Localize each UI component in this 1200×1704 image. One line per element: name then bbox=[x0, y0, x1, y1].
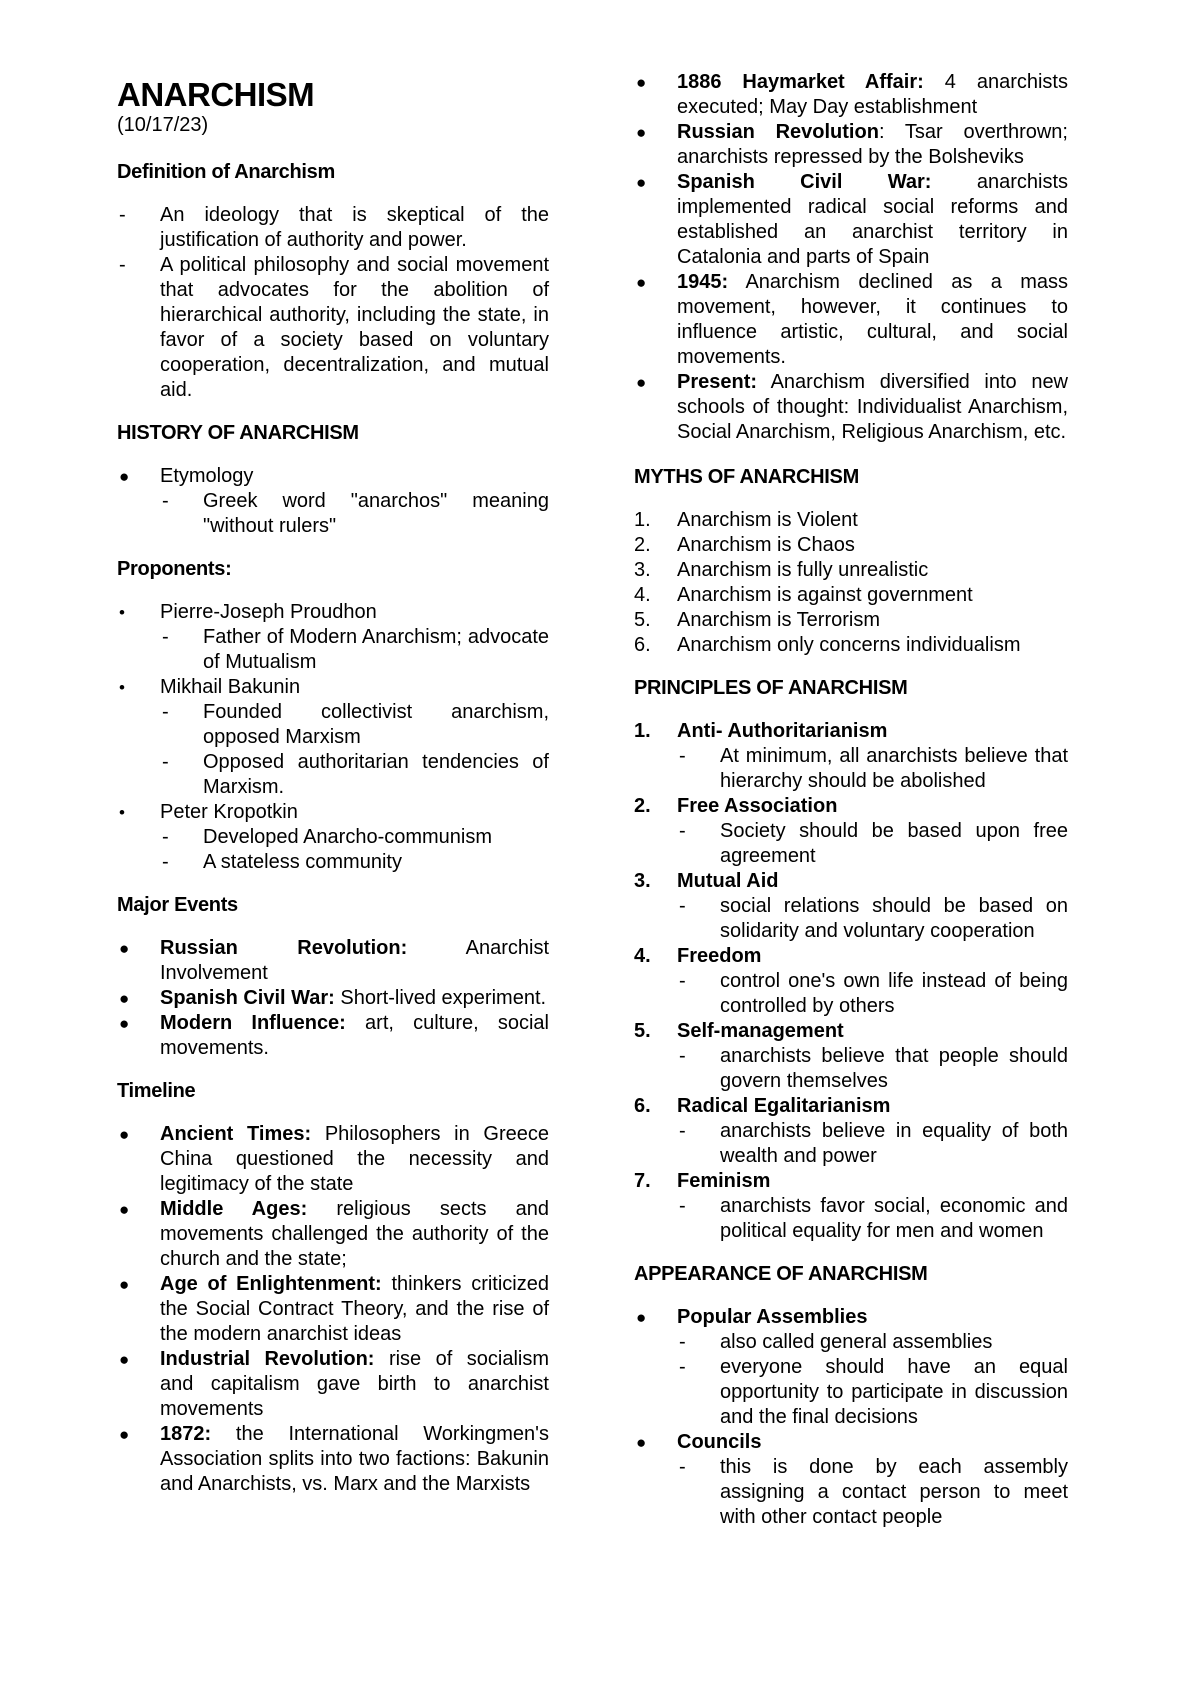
principle-title: 7. Feminism bbox=[634, 1170, 771, 1192]
definition-item: - A political philosophy and social movement that advocates for the abolition of hierarchical authority, including the state, in favor of a society based on voluntary cooperation, decentralization, and mutual aid. bbox=[119, 254, 549, 401]
major-event-item: ● Modern Influence: art, culture, social movements. bbox=[119, 1012, 549, 1059]
bullet-icon: • bbox=[119, 803, 125, 822]
appearance-note: - also called general assemblies bbox=[679, 1331, 993, 1353]
timeline-item: ● 1945: Anarchism declined as a mass movement, however, it continues to influence artistic, cultural, and social movements. bbox=[636, 271, 1069, 368]
timeline-list-left bbox=[117, 1122, 549, 1497]
principle-title: 4. Freedom bbox=[634, 945, 762, 967]
bullet-icon: ● bbox=[119, 1350, 130, 1369]
myth-item: 6. Anarchism only concerns individualism bbox=[634, 634, 1021, 656]
document-title: ANARCHISM bbox=[117, 76, 315, 113]
principle-title: 6. Radical Egalitarianism bbox=[634, 1095, 891, 1117]
appearance-title: ● Councils bbox=[636, 1431, 762, 1453]
myths-list bbox=[634, 508, 1068, 658]
definition-list bbox=[117, 203, 549, 403]
principles-list bbox=[634, 719, 1068, 1244]
myth-item: 4. Anarchism is against government bbox=[634, 584, 973, 606]
timeline-item: ● 1872: the International Workingmen's Association splits into two factions: Bakunin and Anarchists, vs. Marx and the Marxists bbox=[119, 1423, 549, 1495]
proponent-note: - Father of Modern Anarchism; advocate of Mutualism bbox=[162, 626, 549, 673]
etymology-list bbox=[117, 464, 549, 539]
principle-title: 1. Anti- Authoritarianism bbox=[634, 720, 888, 742]
timeline-list-right bbox=[634, 70, 1068, 445]
bullet-icon: ● bbox=[119, 1425, 130, 1444]
major-events-heading: Major Events bbox=[117, 894, 238, 916]
bullet-icon: ● bbox=[119, 1275, 130, 1294]
bullet-icon: ● bbox=[119, 467, 130, 486]
bullet-icon: • bbox=[119, 678, 125, 697]
timeline-item: ● Middle Ages: religious sects and movements challenged the authority of the church and the state; bbox=[119, 1198, 549, 1270]
myth-item: 3. Anarchism is fully unrealistic bbox=[634, 559, 929, 581]
appearance-list bbox=[634, 1305, 1068, 1530]
proponent-name: • Peter Kropotkin bbox=[119, 801, 298, 823]
bullet-icon: ● bbox=[119, 1125, 130, 1144]
proponent-note: - Founded collectivist anarchism, opposed Marxism bbox=[162, 701, 549, 748]
principle-note: - control one's own life instead of being controlled by others bbox=[679, 970, 1068, 1017]
major-event-item: ● Russian Revolution: Anarchist Involvement bbox=[119, 937, 549, 984]
proponent-note: - Developed Anarcho-communism bbox=[162, 826, 493, 848]
bullet-icon: ● bbox=[636, 173, 647, 192]
myth-item: 5. Anarchism is Terrorism bbox=[634, 609, 880, 631]
proponent-note: - Opposed authoritarian tendencies of Marxism. bbox=[162, 751, 549, 798]
right-column bbox=[634, 70, 1068, 1530]
bullet-icon: ● bbox=[119, 1014, 130, 1033]
timeline-item: ● Russian Revolution: Tsar overthrown; anarchists repressed by the Bolsheviks bbox=[636, 121, 1068, 168]
principle-note: - anarchists believe that people should govern themselves bbox=[679, 1045, 1068, 1092]
principle-note: - At minimum, all anarchists believe that hierarchy should be abolished bbox=[679, 745, 1068, 792]
timeline-item: ● 1886 Haymarket Affair: 4 anarchists executed; May Day establishment bbox=[636, 71, 1068, 118]
myths-heading: MYTHS OF ANARCHISM bbox=[634, 466, 859, 488]
principle-note: - social relations should be based on solidarity and voluntary cooperation bbox=[679, 895, 1068, 942]
document-date: (10/17/23) bbox=[117, 114, 209, 136]
principle-title: 2. Free Association bbox=[634, 795, 838, 817]
myth-item: 2. Anarchism is Chaos bbox=[634, 534, 855, 556]
timeline-item: ● Ancient Times: Philosophers in Greece China questioned the necessity and legitimacy of the state bbox=[119, 1123, 550, 1195]
bullet-icon: ● bbox=[636, 1433, 647, 1452]
major-events-list bbox=[117, 936, 549, 1061]
timeline-item: ● Industrial Revolution: rise of socialism and capitalism gave birth to anarchist movements bbox=[119, 1348, 549, 1420]
timeline-heading: Timeline bbox=[117, 1080, 196, 1102]
timeline-item: ● Age of Enlightenment: thinkers criticized the Social Contract Theory, and the rise of the modern anarchist ideas bbox=[119, 1273, 549, 1345]
appearance-heading: APPEARANCE OF ANARCHISM bbox=[634, 1263, 928, 1285]
proponent-name: • Mikhail Bakunin bbox=[119, 676, 301, 698]
definition-item: - An ideology that is skeptical of the justification of authority and power. bbox=[119, 204, 549, 251]
bullet-icon: ● bbox=[119, 939, 130, 958]
bullet-icon: ● bbox=[636, 373, 647, 392]
timeline-item: ● Spanish Civil War: anarchists implemented radical social reforms and established an anarchist territory in Catalonia and parts of Spain bbox=[636, 171, 1068, 268]
etymology-detail: - Greek word "anarchos" meaning "without rulers" bbox=[162, 490, 549, 537]
proponents-heading: Proponents: bbox=[117, 558, 232, 580]
history-heading: HISTORY OF ANARCHISM bbox=[117, 422, 359, 444]
bullet-icon: ● bbox=[636, 1308, 647, 1327]
appearance-note: - everyone should have an equal opportunity to participate in discussion and the final decisions bbox=[679, 1356, 1068, 1428]
bullet-icon: ● bbox=[636, 123, 647, 142]
principle-note: - Society should be based upon free agreement bbox=[679, 820, 1068, 867]
bullet-icon: ● bbox=[119, 989, 130, 1008]
bullet-icon: ● bbox=[119, 1200, 130, 1219]
definition-heading: Definition of Anarchism bbox=[117, 161, 335, 183]
proponent-name: • Pierre-Joseph Proudhon bbox=[119, 601, 377, 623]
principle-title: 5. Self-management bbox=[634, 1020, 844, 1042]
bullet-icon: ● bbox=[636, 273, 647, 292]
appearance-note: - this is done by each assembly assigning a contact person to meet with other contact people bbox=[679, 1456, 1068, 1528]
timeline-item: ● Present: Anarchism diversified into new schools of thought: Individualist Anarchism, Social Anarchism, Religious Anarchism, etc. bbox=[636, 371, 1069, 443]
proponent-note: - A stateless community bbox=[162, 851, 402, 873]
principle-note: - anarchists believe in equality of both wealth and power bbox=[679, 1120, 1068, 1167]
left-column bbox=[117, 70, 549, 1497]
bullet-icon: • bbox=[119, 603, 125, 622]
appearance-title: ● Popular Assemblies bbox=[636, 1306, 868, 1328]
bullet-icon: ● bbox=[636, 73, 647, 92]
proponents-list bbox=[117, 600, 549, 875]
principle-title: 3. Mutual Aid bbox=[634, 870, 779, 892]
principle-note: - anarchists favor social, economic and political equality for men and women bbox=[679, 1195, 1068, 1242]
etymology-item: ● Etymology bbox=[119, 465, 254, 487]
myth-item: 1. Anarchism is Violent bbox=[634, 509, 858, 531]
principles-heading: PRINCIPLES OF ANARCHISM bbox=[634, 677, 908, 699]
major-event-item: ● Spanish Civil War: Short-lived experiment. bbox=[119, 987, 547, 1009]
